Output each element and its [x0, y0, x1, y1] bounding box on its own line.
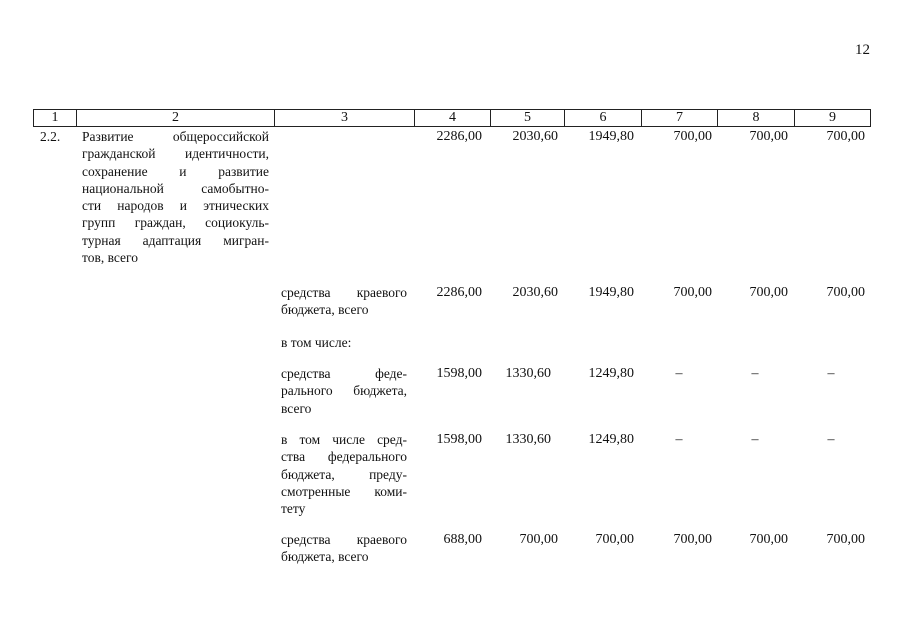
item-title-line: сти народов и этнических	[82, 198, 269, 214]
value-cell: 1949,80	[588, 285, 634, 300]
row-label	[281, 284, 407, 319]
value-cell: 1598,00	[436, 432, 482, 447]
value-cell: 700,00	[826, 532, 865, 547]
row-label-line: в том числе сред-	[281, 432, 407, 447]
row-label-line: смотренные коми-	[281, 483, 407, 499]
value-cell: 2286,00	[436, 285, 482, 300]
value-cell: –	[827, 366, 835, 381]
value-cell: 1249,80	[588, 432, 634, 447]
row-label-line: ства федерального	[281, 449, 407, 465]
value-cell: 700,00	[519, 532, 558, 547]
value-cell: 2286,00	[436, 129, 482, 144]
row-label-line: бюджета, всего	[281, 302, 369, 318]
row-label	[281, 531, 407, 566]
value-cell: 688,00	[443, 532, 482, 547]
row-label	[281, 431, 407, 517]
value-cell: 2030,60	[512, 129, 558, 144]
value-cell: –	[827, 432, 835, 447]
value-cell: 1330,60	[505, 366, 551, 381]
item-title-line: сохранение и развитие	[82, 163, 269, 179]
value-cell: 700,00	[673, 285, 712, 300]
value-cell: –	[751, 366, 759, 381]
header-col-3: 3	[274, 109, 414, 127]
row-number: 2.2.	[40, 129, 61, 144]
row-label	[281, 365, 407, 417]
header-col-2: 2	[76, 109, 274, 127]
value-cell: 1330,60	[505, 432, 551, 447]
item-title-line: гражданской идентичности,	[82, 146, 269, 162]
value-cell: 700,00	[749, 285, 788, 300]
header-col-7: 7	[641, 109, 717, 127]
value-cell: 1598,00	[436, 366, 482, 381]
value-cell: 700,00	[749, 129, 788, 144]
header-col-9: 9	[794, 109, 871, 127]
row-label-line: бюджета, всего	[281, 549, 369, 565]
value-cell: 700,00	[673, 129, 712, 144]
value-cell: 700,00	[826, 129, 865, 144]
value-cell: 700,00	[673, 532, 712, 547]
row-label-line: в том числе:	[281, 335, 352, 350]
row-label-line: средства краевого	[281, 285, 407, 300]
header-col-5: 5	[490, 109, 564, 127]
value-cell: 1249,80	[588, 366, 634, 381]
item-title-line: национальной самобытно-	[82, 180, 269, 196]
item-title-line: групп граждан, социокуль-	[82, 215, 269, 231]
page-number: 12	[855, 42, 870, 58]
row-label	[281, 334, 351, 351]
value-cell: 1949,80	[588, 129, 634, 144]
header-col-4: 4	[414, 109, 490, 127]
row-label-line: средства феде-	[281, 366, 407, 381]
value-cell: 700,00	[826, 285, 865, 300]
value-cell: 700,00	[595, 532, 634, 547]
item-title-line: тов, всего	[82, 250, 138, 266]
row-label-line: всего	[281, 400, 312, 416]
value-cell: 2030,60	[512, 285, 558, 300]
value-cell: –	[675, 366, 683, 381]
header-col-1: 1	[33, 109, 76, 127]
header-col-8: 8	[717, 109, 794, 127]
value-cell: –	[751, 432, 759, 447]
row-label-line: средства краевого	[281, 532, 407, 547]
item-title	[82, 128, 269, 266]
row-label-line: рального бюджета,	[281, 383, 407, 399]
row-label-line: тету	[281, 501, 306, 517]
value-cell: –	[675, 432, 683, 447]
value-cell: 700,00	[749, 532, 788, 547]
item-title-line: турная адаптация мигран-	[82, 232, 269, 248]
header-col-6: 6	[564, 109, 641, 127]
row-label-line: бюджета, преду-	[281, 466, 407, 482]
item-title-line: Развитие общероссийской	[82, 129, 269, 144]
